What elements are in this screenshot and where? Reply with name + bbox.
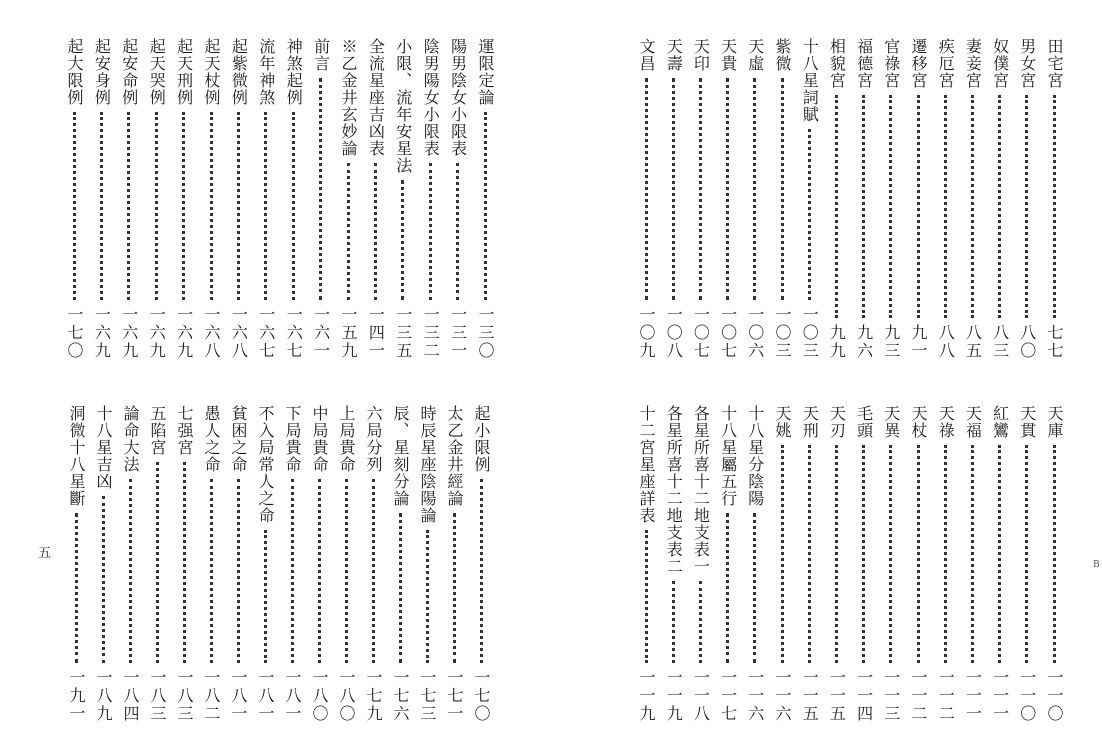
- toc-entry-title: 神煞起例: [284, 38, 304, 106]
- toc-entry-title: 起小限例: [472, 405, 491, 473]
- toc-entry: [961, 405, 983, 723]
- dot-leader: [345, 479, 348, 663]
- dot-leader: [971, 445, 974, 663]
- toc-entry: [389, 405, 411, 723]
- toc-entry: [907, 405, 929, 723]
- toc-entry-title: 天異: [881, 405, 901, 439]
- toc-entry-page-number: 一〇八: [664, 306, 684, 360]
- toc-entry: [227, 405, 249, 723]
- dot-leader: [401, 180, 404, 300]
- toc-entry-page-number: 一六九: [92, 306, 112, 360]
- toc-entry-title: 天祿: [936, 405, 956, 439]
- toc-entry: [470, 405, 492, 723]
- toc-entry-title: 福德宮: [854, 38, 874, 89]
- toc-entry-page-number: 一八一: [229, 669, 248, 723]
- dot-leader: [726, 78, 729, 300]
- toc-entry-page-number: 一八〇: [310, 669, 329, 723]
- toc-entry-page-number: 一一五: [827, 669, 847, 723]
- toc-entry-title: 起天刑例: [174, 38, 194, 106]
- toc-entry-title: 天印: [691, 38, 711, 72]
- toc-entry-title: 貧困之命: [229, 405, 248, 473]
- toc-entry: [1043, 405, 1065, 723]
- dot-leader: [183, 462, 186, 663]
- toc-entry-page-number: 一三一: [448, 306, 468, 360]
- toc-entry-page-number: 一九一: [67, 669, 86, 723]
- dot-leader: [645, 530, 648, 663]
- toc-entry-page-number: 一八三: [175, 669, 194, 723]
- dot-leader: [453, 513, 456, 663]
- toc-entry-page-number: 一一九: [664, 669, 684, 723]
- dot-leader: [699, 581, 702, 663]
- dot-leader: [73, 112, 76, 300]
- toc-entry-page-number: 八五: [963, 324, 983, 360]
- toc-entry: [744, 405, 766, 723]
- toc-entry-page-number: 一六七: [284, 306, 304, 360]
- toc-entry-page-number: 一一八: [691, 669, 711, 723]
- edge-mark: B: [1093, 560, 1100, 570]
- toc-entry-page-number: 一六九: [119, 306, 139, 360]
- dot-leader: [672, 581, 675, 663]
- toc-entry-title: ※乙金井玄妙論: [339, 38, 358, 157]
- toc-entry: [308, 405, 330, 723]
- toc-entry-page-number: 一一二: [909, 669, 928, 723]
- dot-leader: [319, 78, 322, 300]
- dot-leader: [753, 513, 756, 663]
- toc-entry: [825, 405, 847, 723]
- dot-leader: [1053, 445, 1056, 663]
- page-folio: 五: [38, 546, 52, 561]
- toc-entry-title: 天壽: [664, 38, 684, 72]
- toc-entry-title: 七强宮: [175, 405, 194, 456]
- toc-entry: [443, 405, 465, 723]
- toc-entry-page-number: 一六九: [174, 306, 194, 360]
- toc-entry: [798, 38, 820, 360]
- toc-entry-page-number: 一五九: [339, 306, 358, 360]
- dot-leader: [753, 78, 756, 300]
- dot-leader: [971, 95, 974, 318]
- dot-leader: [484, 112, 487, 300]
- toc-entry-title: 相貌宮: [827, 38, 847, 89]
- dot-leader: [264, 530, 267, 663]
- toc-entry-page-number: 一六九: [147, 306, 167, 360]
- toc-entry-page-number: 八八: [936, 324, 956, 360]
- toc-entry: [63, 38, 85, 360]
- dot-leader: [808, 445, 811, 663]
- toc-entry-page-number: 一八四: [121, 669, 140, 723]
- dot-leader: [998, 445, 1001, 663]
- toc-entry-title: 十八星分陰陽: [745, 405, 765, 507]
- toc-entry-title: 起安身例: [92, 38, 112, 106]
- toc-entry: [173, 38, 195, 360]
- toc-entry: [447, 38, 469, 360]
- toc-entry-title: 天貴: [718, 38, 738, 72]
- toc-entry-title: 疾厄宮: [936, 38, 956, 89]
- dot-leader: [781, 78, 784, 300]
- toc-entry-title: 太乙金井經論: [445, 405, 464, 507]
- toc-entry-title: 六局分列: [364, 405, 383, 473]
- toc-entry-title: 十八星詞賦: [800, 38, 820, 123]
- toc-entry-title: 辰、星刻分論: [391, 405, 410, 507]
- dot-leader: [1025, 445, 1028, 663]
- toc-entry-title: 文昌: [637, 38, 656, 72]
- toc-entry-title: 紅鸞: [990, 405, 1010, 439]
- toc-entry: [1016, 405, 1038, 723]
- toc-entry-title: 五陷宮: [148, 405, 167, 456]
- toc-entry-page-number: 一三二: [421, 306, 441, 360]
- dot-leader: [944, 95, 947, 318]
- toc-entry-page-number: 一六八: [229, 306, 249, 360]
- dot-leader: [917, 95, 920, 318]
- dot-leader: [399, 513, 402, 663]
- toc-entry: [282, 38, 304, 360]
- toc-entry: [90, 38, 112, 360]
- toc-entry-page-number: 一八一: [256, 669, 275, 723]
- toc-entry-title: 前言: [311, 38, 331, 72]
- toc-entry: [689, 38, 711, 360]
- toc-entry: [419, 38, 441, 360]
- toc-entry-title: 起紫微例: [229, 38, 249, 106]
- toc-entry-title: 起天杖例: [202, 38, 221, 106]
- toc-entry: [337, 38, 359, 360]
- toc-entry-page-number: 七七: [1045, 324, 1064, 360]
- toc-entry-page-number: 一八三: [148, 669, 167, 723]
- toc-entry-page-number: 一三五: [393, 306, 413, 360]
- toc-entry-title: 各星所喜十二地支表一: [691, 405, 711, 575]
- toc-entry-title: 上局貴命: [337, 405, 356, 473]
- dot-leader: [129, 479, 132, 663]
- toc-entry-title: 各星所喜十二地支表二: [664, 405, 684, 575]
- toc-entry-page-number: 八三: [990, 324, 1010, 360]
- toc-entry-title: 中局貴命: [310, 405, 329, 473]
- dot-leader: [862, 445, 865, 663]
- dot-leader: [155, 112, 158, 300]
- dot-leader: [374, 163, 377, 300]
- toc-entry-page-number: 一一九: [637, 669, 656, 723]
- dot-leader: [808, 129, 811, 300]
- toc-entry: [934, 405, 956, 723]
- toc-entry-page-number: 一八一: [283, 669, 302, 723]
- toc-entry-title: 全流星座吉凶表: [366, 38, 386, 157]
- toc-entry: [635, 405, 657, 723]
- toc-entry: [689, 405, 711, 723]
- dot-leader: [889, 95, 892, 318]
- toc-entry-page-number: 一〇三: [773, 306, 792, 360]
- dot-leader: [998, 95, 1001, 318]
- toc-entry-page-number: 一一二: [936, 669, 956, 723]
- toc-entry: [1043, 38, 1065, 360]
- toc-entry-title: 起安命例: [119, 38, 139, 106]
- toc-entry-title: 下局貴命: [283, 405, 302, 473]
- dot-leader: [1053, 95, 1056, 318]
- toc-entry-page-number: 一八〇: [337, 669, 356, 723]
- dot-leader: [645, 78, 648, 300]
- toc-entry: [1016, 38, 1038, 360]
- toc-entry-page-number: 八〇: [1017, 324, 1037, 360]
- toc-entry-title: 起大限例: [65, 38, 84, 106]
- toc-entry-title: 奴僕宮: [990, 38, 1010, 89]
- toc-entry-title: 妻妾宮: [963, 38, 983, 89]
- toc-entry-title: 時辰星座陰陽論: [418, 405, 437, 524]
- toc-entry-page-number: 一六七: [256, 306, 276, 360]
- dot-leader: [480, 479, 483, 663]
- toc-entry: [989, 38, 1011, 360]
- dot-leader: [210, 112, 213, 300]
- dot-leader: [102, 496, 105, 663]
- dot-leader: [210, 479, 213, 663]
- toc-entry-title: 天刃: [827, 405, 847, 439]
- toc-entry-page-number: 一六八: [202, 306, 221, 360]
- toc-entry: [65, 405, 87, 723]
- toc-entry-page-number: 一七九: [364, 669, 383, 723]
- toc-entry-page-number: 九九: [827, 324, 847, 360]
- dot-leader: [835, 445, 838, 663]
- toc-entry-page-number: 一一三: [881, 669, 901, 723]
- toc-entry-page-number: 一一六: [745, 669, 765, 723]
- toc-entry-page-number: 一六一: [311, 306, 331, 360]
- toc-entry: [92, 405, 114, 723]
- toc-entry-title: 紫微: [773, 38, 792, 72]
- dot-leader: [426, 530, 429, 663]
- toc-entry: [771, 38, 793, 360]
- toc-entry: [392, 38, 414, 360]
- dot-leader: [429, 163, 432, 300]
- dot-leader: [237, 479, 240, 663]
- toc-entry-page-number: 一一六: [773, 669, 792, 723]
- toc-entry-title: 遷移宮: [909, 38, 928, 89]
- toc-entry-title: 毛頭: [854, 405, 874, 439]
- dot-leader: [292, 112, 295, 300]
- dot-leader: [862, 95, 865, 318]
- toc-entry: [364, 38, 386, 360]
- toc-entry: [798, 405, 820, 723]
- toc-entry-page-number: 一八二: [202, 669, 221, 723]
- toc-entry-title: 天姚: [773, 405, 792, 439]
- toc-entry-page-number: 一七三: [418, 669, 437, 723]
- dot-leader: [156, 462, 159, 663]
- dot-leader: [699, 78, 702, 300]
- dot-leader: [182, 112, 185, 300]
- toc-entry-page-number: 一一〇: [1045, 669, 1064, 723]
- toc-entry-title: 男女宮: [1017, 38, 1037, 89]
- toc-entry-page-number: 九六: [854, 324, 874, 360]
- toc-entry: [310, 38, 332, 360]
- toc-entry-title: 論命大法: [121, 405, 140, 473]
- toc-entry-title: 十八星屬五行: [718, 405, 738, 507]
- toc-entry: [254, 405, 276, 723]
- toc-entry-title: 陽男陰女小限表: [448, 38, 468, 157]
- toc-entry: [961, 38, 983, 360]
- toc-entry-title: 運限定論: [476, 38, 495, 106]
- toc-entry: [635, 38, 657, 360]
- toc-entry: [880, 38, 902, 360]
- dot-leader: [456, 163, 459, 300]
- toc-entry-page-number: 一七六: [391, 669, 410, 723]
- toc-entry: [362, 405, 384, 723]
- toc-entry: [145, 38, 167, 360]
- dot-leader: [291, 479, 294, 663]
- toc-entry: [662, 38, 684, 360]
- toc-entry: [853, 38, 875, 360]
- toc-entry-page-number: 一三〇: [476, 306, 495, 360]
- toc-entry: [118, 38, 140, 360]
- toc-entry: [335, 405, 357, 723]
- toc-entry-page-number: 一一四: [854, 669, 874, 723]
- toc-entry-title: 愚人之命: [202, 405, 221, 473]
- dot-leader: [372, 479, 375, 663]
- toc-entry-title: 起天哭例: [147, 38, 167, 106]
- dot-leader: [237, 112, 240, 300]
- dot-leader: [781, 445, 784, 663]
- toc-entry: [853, 405, 875, 723]
- toc-entry-title: 田宅宮: [1045, 38, 1064, 89]
- toc-entry-page-number: 一七〇: [65, 306, 84, 360]
- dot-leader: [1025, 95, 1028, 318]
- toc-entry: [200, 38, 222, 360]
- toc-entry: [227, 38, 249, 360]
- toc-entry: [119, 405, 141, 723]
- toc-entry-title: 十二宮星座詳表: [637, 405, 656, 524]
- toc-entry-title: 天福: [963, 405, 983, 439]
- toc-entry-title: 不入局常人之命: [256, 405, 275, 524]
- toc-entry-page-number: 一一七: [718, 669, 738, 723]
- dot-leader: [917, 445, 920, 663]
- toc-entry-title: 天刑: [800, 405, 820, 439]
- dot-leader: [889, 445, 892, 663]
- toc-entry: [907, 38, 929, 360]
- dot-leader: [75, 513, 78, 663]
- toc-entry-page-number: 一七〇: [472, 669, 491, 723]
- dot-leader: [672, 78, 675, 300]
- toc-entry: [416, 405, 438, 723]
- dot-leader: [127, 112, 130, 300]
- dot-leader: [347, 163, 350, 300]
- toc-entry-page-number: 九一: [909, 324, 928, 360]
- toc-entry-page-number: 一〇九: [637, 306, 656, 360]
- dot-leader: [944, 445, 947, 663]
- toc-entry: [989, 405, 1011, 723]
- toc-entry-title: 天貫: [1017, 405, 1037, 439]
- toc-entry: [880, 405, 902, 723]
- toc-entry: [255, 38, 277, 360]
- toc-entry-page-number: 一〇七: [691, 306, 711, 360]
- toc-entry-title: 天杖: [909, 405, 928, 439]
- toc-entry-title: 十八星吉凶: [94, 405, 113, 490]
- dot-leader: [835, 95, 838, 318]
- toc-entry-page-number: 一八九: [94, 669, 113, 723]
- toc-entry-page-number: 一〇六: [745, 306, 765, 360]
- dot-leader: [264, 112, 267, 300]
- toc-entry-page-number: 九三: [881, 324, 901, 360]
- toc-entry-title: 流年神煞: [256, 38, 276, 106]
- toc-entry: [717, 405, 739, 723]
- toc-entry: [744, 38, 766, 360]
- toc-entry-page-number: 一〇七: [718, 306, 738, 360]
- toc-entry-page-number: 一四一: [366, 306, 386, 360]
- toc-entry: [200, 405, 222, 723]
- toc-entry-page-number: 一一〇: [1017, 669, 1037, 723]
- toc-entry-title: 天庫: [1045, 405, 1064, 439]
- toc-entry-title: 天虛: [745, 38, 765, 72]
- dot-leader: [726, 513, 729, 663]
- dot-leader: [100, 112, 103, 300]
- toc-entry: [717, 38, 739, 360]
- toc-entry-title: 官祿宮: [881, 38, 901, 89]
- toc-entry-page-number: 一一一: [963, 669, 983, 723]
- toc-entry: [662, 405, 684, 723]
- right-page: [551, 0, 1102, 754]
- toc-entry-page-number: 一一五: [800, 669, 820, 723]
- toc-entry: [474, 38, 496, 360]
- dot-leader: [318, 479, 321, 663]
- toc-entry-page-number: 一〇三: [800, 306, 820, 360]
- toc-entry-title: 洞微十八星斷: [67, 405, 86, 507]
- toc-entry-title: 小限、流年安星法: [393, 38, 413, 174]
- toc-entry-page-number: 一七一: [445, 669, 464, 723]
- toc-entry: [173, 405, 195, 723]
- toc-entry: [825, 38, 847, 360]
- toc-entry-page-number: 一一一: [990, 669, 1010, 723]
- toc-entry: [771, 405, 793, 723]
- toc-entry: [146, 405, 168, 723]
- toc-entry: [281, 405, 303, 723]
- toc-entry: [934, 38, 956, 360]
- toc-entry-title: 陰男陽女小限表: [421, 38, 441, 157]
